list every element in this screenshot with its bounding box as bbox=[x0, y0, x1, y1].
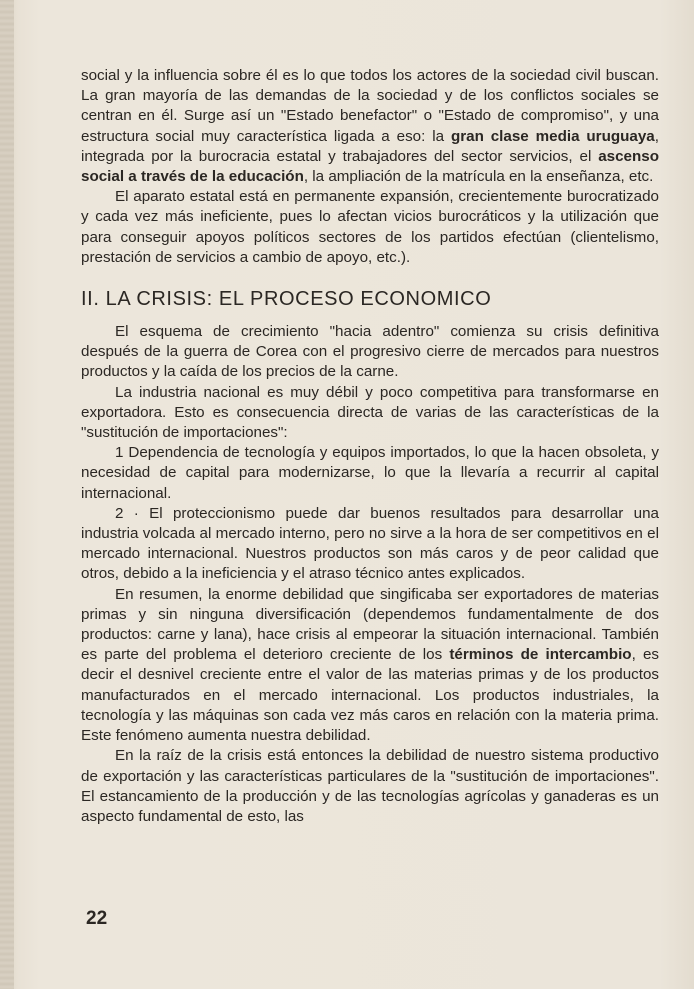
paragraph-4: La industria nacional es muy débil y poco competitiva para transformarse en exportadora. Esto es consecuencia directa de varias de las características de la "sustitución de importaciones": bbox=[81, 383, 659, 442]
paragraph-1: social y la influencia sobre él es lo que todos los actores de la sociedad civil buscan. La gran mayoría de las demandas de la sociedad y de los conflictos sociales se centran en él. Surge así un "Estado benefactor" o "Estado de compromiso", y una estructura social muy característica ligada a eso: la gran clase media uruguaya, integrada por la burocracia estatal y trabajadores del sector servicios, el ascenso social a través de la educación, la ampliación de la matrícula en la enseñanza, etc. bbox=[81, 67, 659, 186]
body-text bbox=[81, 66, 659, 827]
bold-phrase-terminos: términos de intercambio bbox=[449, 646, 632, 664]
bold-phrase-clase-media: gran clase media uruguaya bbox=[450, 127, 655, 145]
paragraph-2: El aparato estatal está en permanente expansión, crecientemente burocratizado y cada vez más ineficiente, pues lo afectan vicios burocráticos y la utilización que para conseguir apoyos políticos sectores de los partidos efectúan (clientelismo, prestación de servicios a cambio de apoyo, etc.). bbox=[81, 188, 659, 266]
paragraph-5: En resumen, la enorme debilidad que singificaba ser exportadores de materias primas y sin ninguna diversificación (dependemos fundamentalmente de dos productos: carne y lana), hace crisis al empeorar la situación internacional. También es parte del problema el deterioro creciente de los términos de intercambio, es decir el desnivel creciente entre el valor de las materias primas y de los productos manufacturados en el mercado internacional. Los productos industriales, la tecnología y las máquinas son cada vez más caros en relación con la materia prima. Este fenómeno aumenta nuestra debilidad. bbox=[81, 585, 660, 745]
section-heading: II. LA CRISIS: EL PROCESO ECONOMICO bbox=[81, 288, 492, 311]
paragraph-3: El esquema de crecimiento "hacia adentro" comienza su crisis definitiva después de la guerra de Corea con el progresivo cierre de mercados para nuestros productos y la caída de los precios de la carne. bbox=[81, 323, 659, 381]
book-spine-edge bbox=[0, 0, 14, 989]
list-item-2: 2 · El proteccionismo puede dar buenos resultados para desarrollar una industria volcada al mercado interno, pero no sirve a la hora de ser competitivos en el mercado internacional. Nuestros productos son más caros y de peor calidad que otros, debido a la ineficiencia y el atraso técnico antes explicados. bbox=[81, 504, 659, 583]
page-number: 22 bbox=[86, 908, 108, 929]
paragraph-6: En la raíz de la crisis está entonces la debilidad de nuestro sistema productivo de exportación y las características particulares de la "sustitución de importaciones". El estancamiento de la producción y de las tecnologías agrícolas y ganaderas es un aspecto fundamental de esto, las bbox=[81, 747, 659, 825]
list-item-1: 1 Dependencia de tecnología y equipos importados, lo que la hacen obsoleta, y necesidad de capital para modernizarse, lo que la llevaría a recurrir al capital internacional. bbox=[81, 444, 659, 502]
bold-phrase-ascenso-social: ascenso social a través de la educación bbox=[81, 147, 659, 186]
